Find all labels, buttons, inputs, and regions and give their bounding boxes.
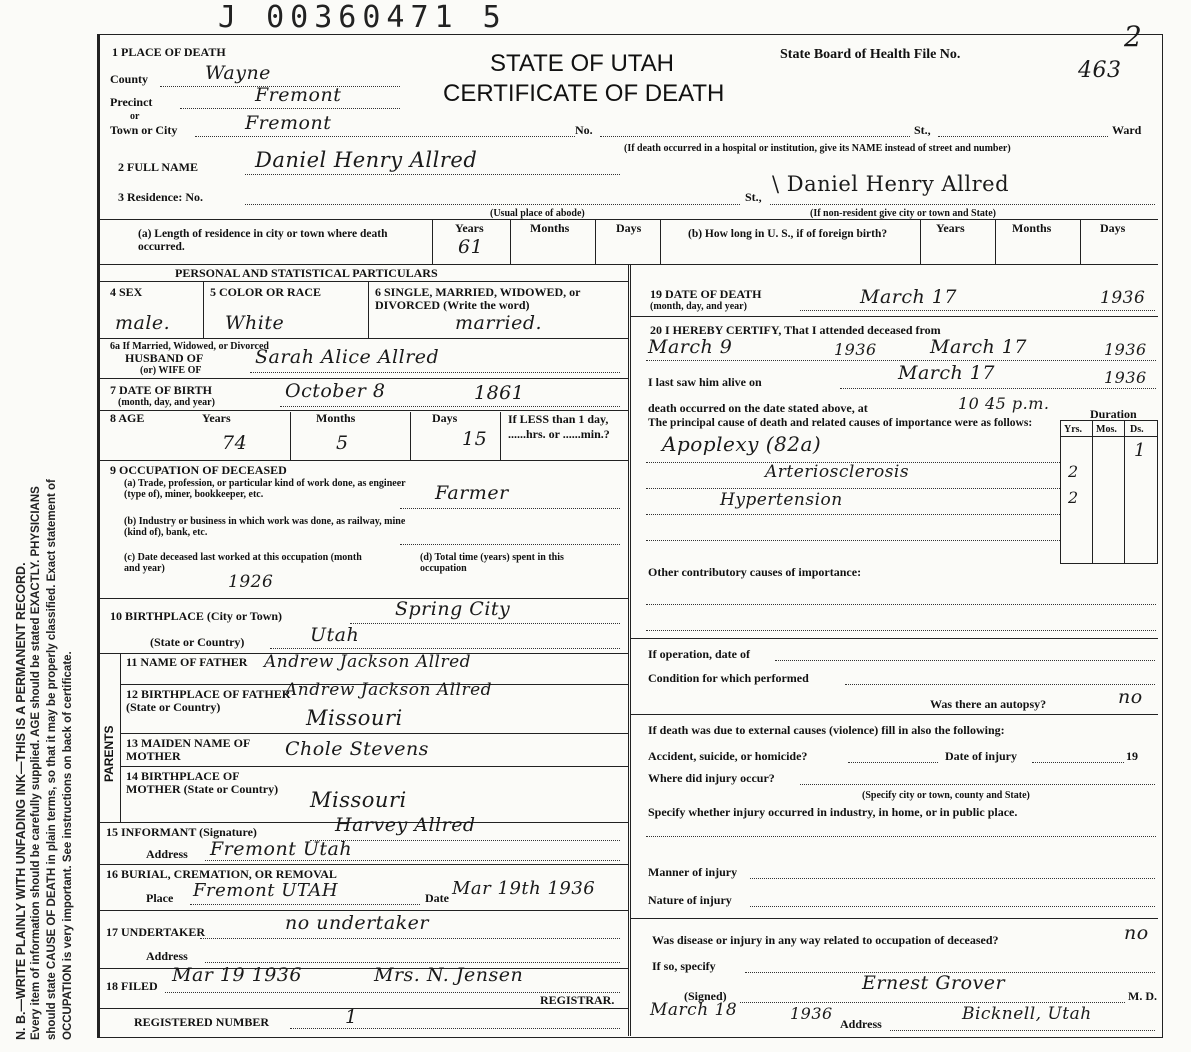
informant-address: Fremont Utah <box>210 838 353 860</box>
birthplace-city: Spring City <box>395 598 511 620</box>
age-days: 15 <box>462 428 488 450</box>
attended-to: March 17 <box>930 336 1027 358</box>
cause-tertiary: Hypertension <box>720 490 843 510</box>
father-name: Andrew Jackson Allred <box>264 652 472 672</box>
last-seen-date: March 17 <box>898 362 995 384</box>
age-months: 5 <box>336 432 349 454</box>
death-year: 1936 <box>1100 288 1146 308</box>
marital-value: married. <box>455 312 543 334</box>
occupation-value: Farmer <box>435 482 509 504</box>
birthplace-state: Utah <box>310 624 360 646</box>
county-label: County <box>110 72 149 86</box>
side-note-line2: Every item of information should be carefully supplied. AGE should be stated EXACTLY. PHYSICIANS <box>30 486 42 1040</box>
filed-date: Mar 19 1936 <box>172 964 302 986</box>
death-date: March 17 <box>860 286 957 308</box>
physician-signature: Ernest Grover <box>862 972 1006 994</box>
side-note-line4: OCCUPATION is very important. See instructions on back of certificate. <box>62 651 74 1040</box>
informant-value: Harvey Allred <box>335 814 476 836</box>
state-heading: STATE OF UTAH <box>490 50 674 77</box>
file-no: 463 <box>1078 58 1122 83</box>
precinct-label: Precinct <box>110 95 153 109</box>
parents-side-label: PARENTS <box>102 725 116 782</box>
mother-birthplace: Missouri <box>310 788 407 812</box>
side-note-line3: should state CAUSE OF DEATH in plain terms, so that it may be properly classified. Exact statement of <box>46 479 58 1040</box>
cause-primary: Apoplexy (82a) <box>662 432 822 456</box>
undertaker-value: no undertaker <box>285 912 429 934</box>
file-no-label: State Board of Health File No. <box>780 47 961 62</box>
serial-number: J 00360471 5 <box>218 0 507 35</box>
registrar-name: Mrs. N. Jensen <box>374 964 524 986</box>
mother-name: Chole Stevens <box>285 738 429 760</box>
personal-heading: PERSONAL AND STATISTICAL PARTICULARS <box>175 266 438 280</box>
residence-label: 3 Residence: No. <box>118 190 203 204</box>
residence-value: \ Daniel Henry Allred <box>772 172 1010 196</box>
residence-years: 61 <box>458 236 484 258</box>
dob-value: October 8 <box>285 380 386 402</box>
cause-secondary: Arteriosclerosis <box>765 462 910 482</box>
race-value: White <box>225 312 285 334</box>
sex-value: male. <box>115 312 171 334</box>
length-residence-label: (a) Length of residence in city or town where death occurred. <box>138 228 388 253</box>
autopsy-value: no <box>1118 686 1143 708</box>
place-label: 1 PLACE OF DEATH <box>112 45 226 59</box>
dob-year: 1861 <box>474 382 525 404</box>
spouse-value: Sarah Alice Allred <box>255 346 440 368</box>
occupation-related-value: no <box>1124 922 1149 944</box>
burial-date: Mar 19th 1936 <box>452 878 596 899</box>
town-value: Fremont <box>245 112 332 134</box>
town-label: Town or City <box>110 123 178 137</box>
age-years: 74 <box>222 432 248 454</box>
side-note-line1: N. B.—WRITE PLAINLY WITH UNFADING INK—THIS IS A PERMANENT RECORD. <box>14 562 28 1040</box>
page-title: CERTIFICATE OF DEATH <box>443 80 725 107</box>
death-time: 10 45 p.m. <box>958 394 1050 413</box>
full-name-note: (If death occurred in a hospital or institution, give its NAME instead of street and number) <box>624 143 1011 154</box>
physician-address: Bicknell, Utah <box>962 1004 1092 1024</box>
burial-place: Fremont UTAH <box>193 880 339 901</box>
county-value: Wayne <box>205 62 271 84</box>
file-no-top: 2 <box>1124 20 1143 53</box>
registered-number: 1 <box>345 1006 358 1028</box>
precinct-value: Fremont <box>255 84 342 106</box>
signed-date: March 18 <box>650 1000 738 1020</box>
attended-from: March 9 <box>648 336 733 358</box>
side-instructions <box>0 30 92 1040</box>
full-name-value: Daniel Henry Allred <box>255 148 478 172</box>
father-birthplace: Missouri <box>306 706 403 730</box>
full-name-label: 2 FULL NAME <box>118 160 199 174</box>
last-worked-value: 1926 <box>228 572 274 592</box>
